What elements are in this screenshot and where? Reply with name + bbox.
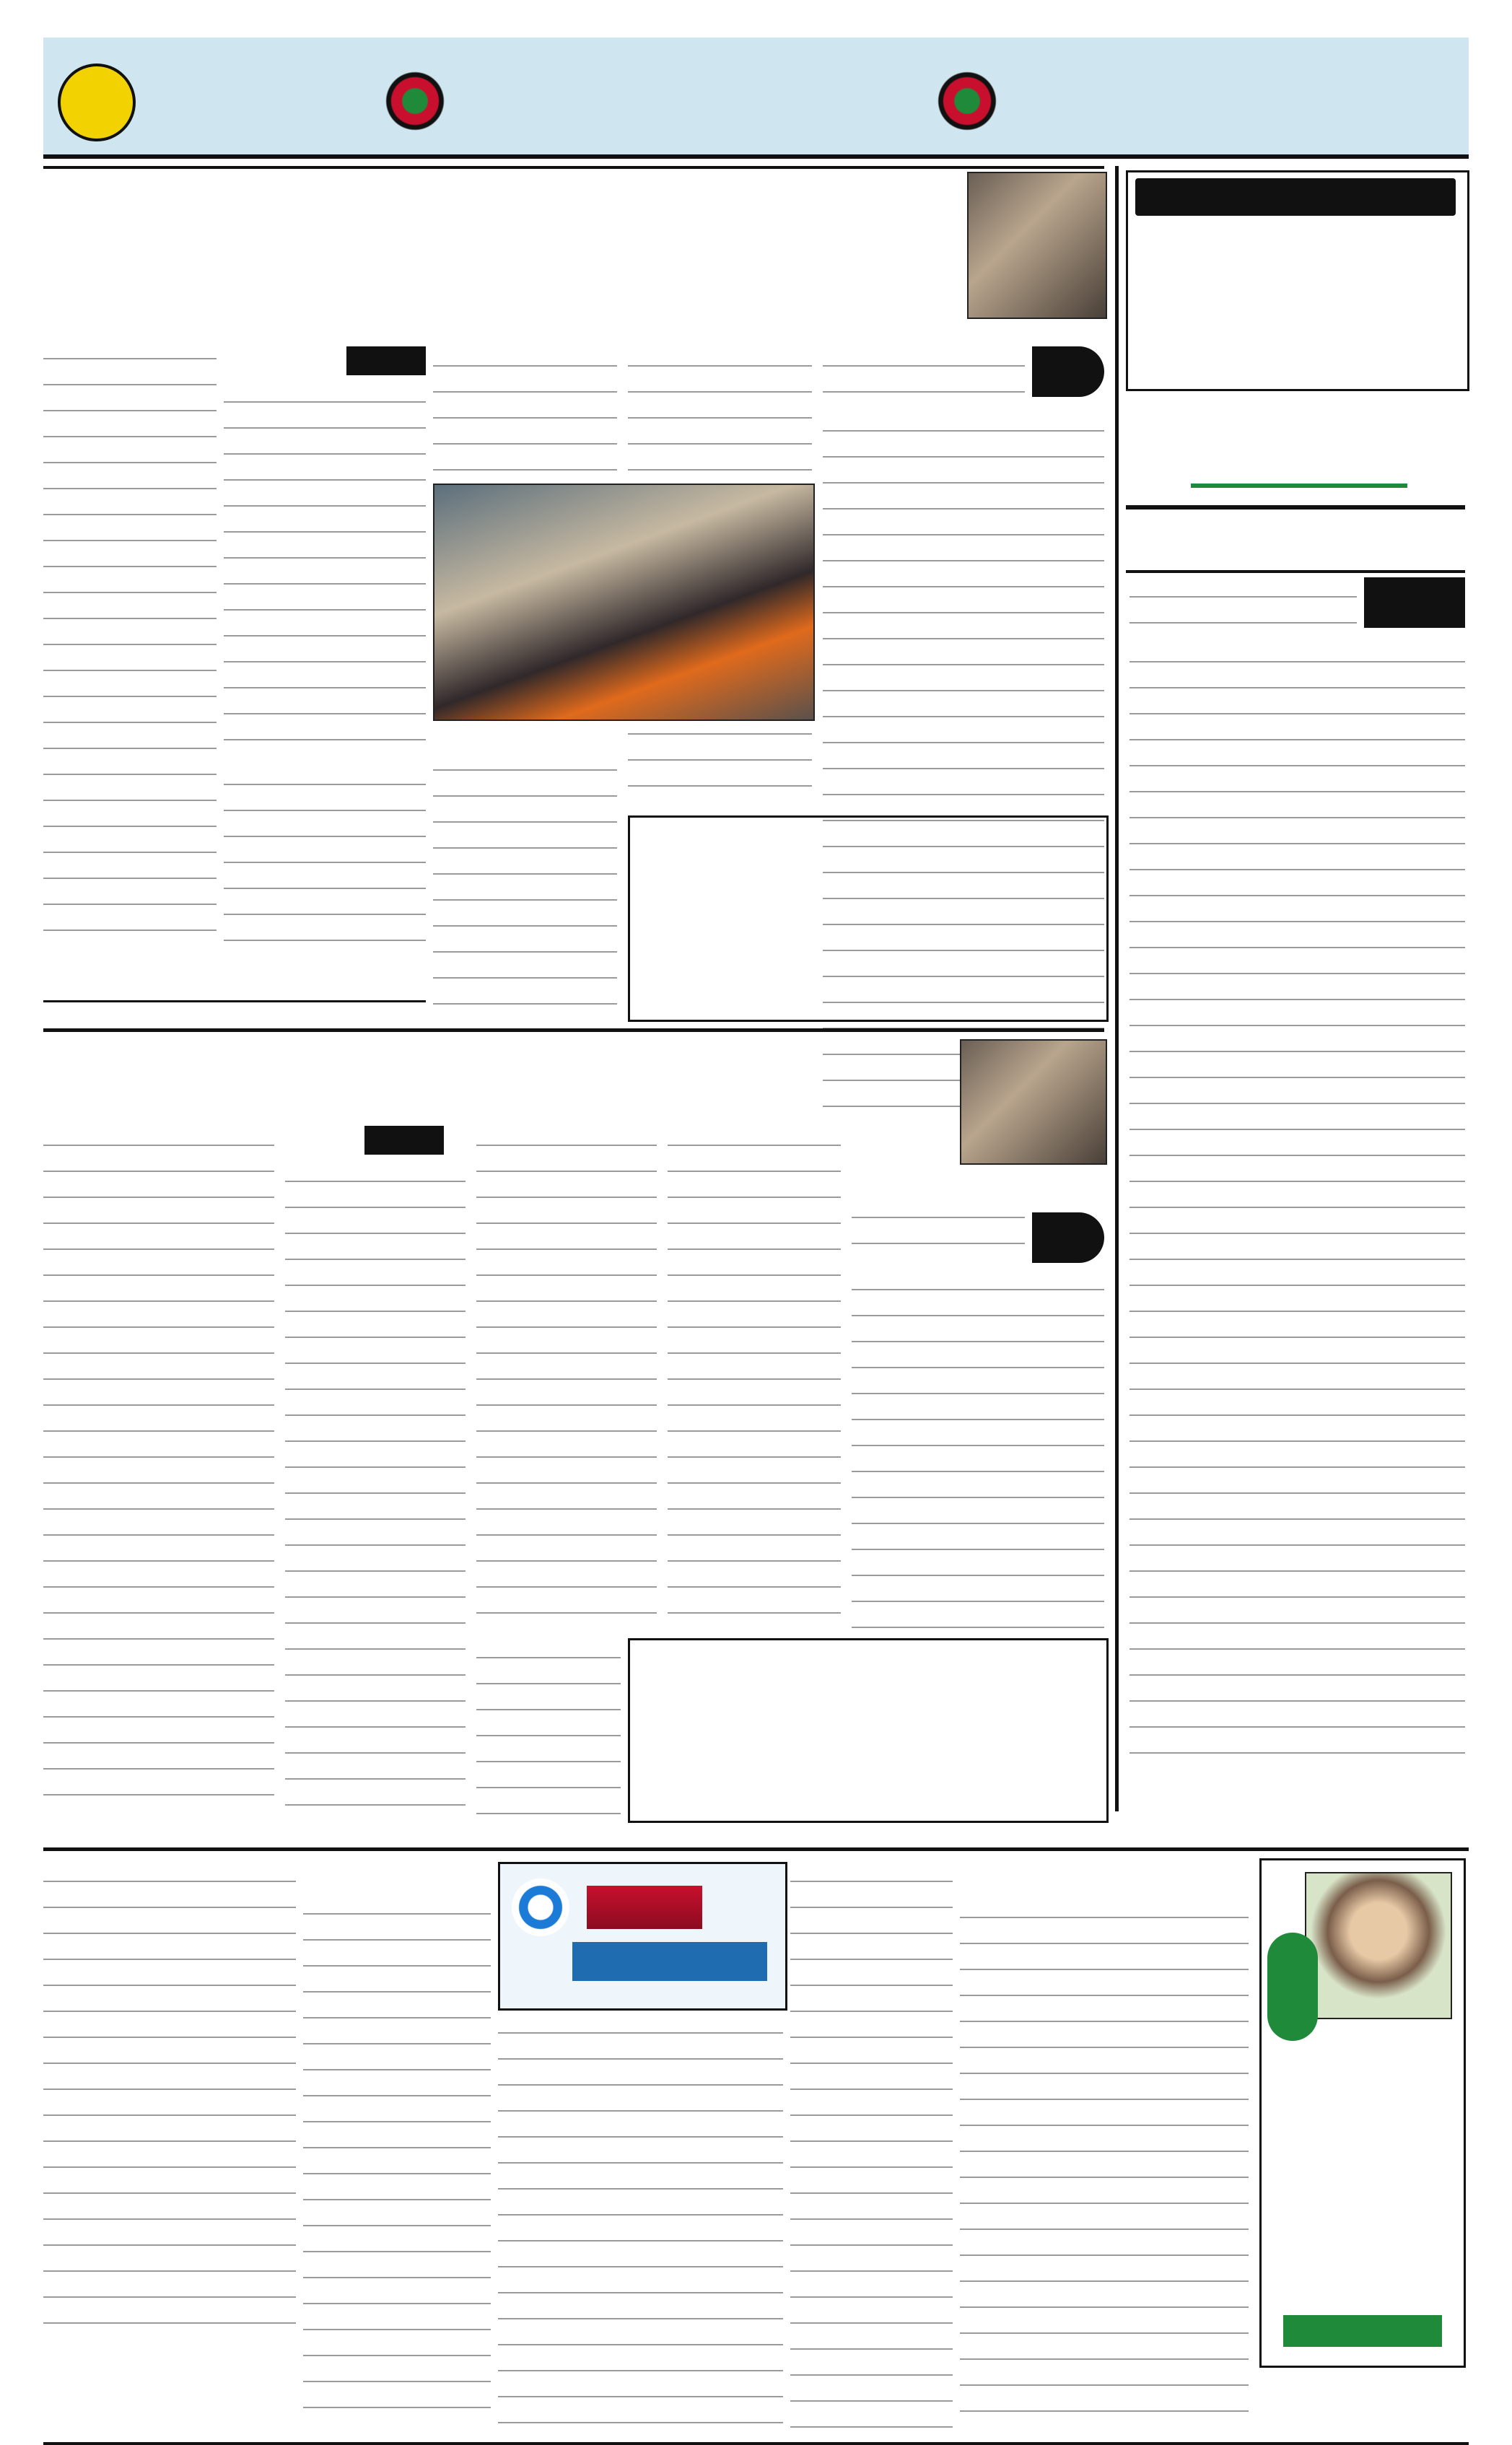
article2-col2 bbox=[668, 1126, 841, 1631]
mailbox-icon bbox=[587, 1886, 702, 1929]
article2-kicker-wrap bbox=[285, 1126, 466, 1155]
article1-kicker-wrap bbox=[224, 346, 426, 375]
bottom-col1-body bbox=[960, 1898, 1249, 2432]
article1-col4 bbox=[224, 382, 426, 758]
bottom-top-rule bbox=[43, 1847, 1469, 1851]
bottom-col4-body bbox=[43, 1862, 296, 2338]
article2-pull-quote-box bbox=[628, 1638, 1109, 1823]
article2-tag bbox=[1032, 1212, 1104, 1263]
article1-author-photo bbox=[967, 172, 1107, 319]
article2-col4 bbox=[285, 1162, 466, 1811]
article2-col5 bbox=[43, 1126, 274, 1811]
globe-icon bbox=[512, 1878, 569, 1936]
article1-col3 bbox=[433, 346, 617, 476]
article2-col3 bbox=[476, 1126, 657, 1631]
sidebar-divider bbox=[1115, 166, 1119, 1811]
article1-pull-quote-box bbox=[628, 815, 1109, 1022]
article1-top-rule bbox=[43, 166, 1104, 169]
article2-kicker bbox=[364, 1126, 444, 1155]
article1-col2-cont bbox=[628, 714, 812, 808]
sidebar-logo bbox=[1126, 397, 1469, 534]
article2-col1 bbox=[852, 1270, 1104, 1631]
footer-top-rule bbox=[43, 2442, 1469, 2445]
article1-photo bbox=[433, 484, 815, 721]
article2-col1-lead bbox=[852, 1198, 1025, 1263]
article2-author-photo bbox=[960, 1039, 1107, 1165]
masthead-rule bbox=[43, 154, 1469, 159]
sidebar-rule-2 bbox=[1126, 570, 1465, 573]
article1-email[interactable] bbox=[43, 1000, 426, 1007]
article1-tag bbox=[1032, 346, 1104, 397]
article1-kicker bbox=[346, 346, 426, 375]
article1-col4-cont bbox=[224, 765, 426, 945]
bottom-col1-body-2 bbox=[790, 1862, 953, 2432]
article1-col1-lead bbox=[823, 346, 1025, 404]
emblem-left bbox=[372, 58, 458, 144]
quotes-box bbox=[1126, 170, 1469, 391]
article1-col3-cont bbox=[433, 751, 617, 1025]
article1-col5 bbox=[43, 339, 217, 945]
sidebar-column-body bbox=[1129, 642, 1465, 1768]
poet-name bbox=[1283, 2315, 1442, 2347]
page-number bbox=[58, 64, 136, 141]
bottom-col3-body bbox=[303, 1894, 491, 2432]
article2-col3-cont bbox=[476, 1638, 621, 1819]
letters-title bbox=[572, 1942, 767, 1981]
sidebar-rule bbox=[1126, 505, 1465, 509]
sidebar-logo-text bbox=[1191, 397, 1407, 488]
emblem-right bbox=[924, 58, 1010, 144]
poet-photo bbox=[1305, 1872, 1452, 2019]
bottom-col2-body bbox=[498, 2013, 783, 2432]
poem-box bbox=[1259, 1858, 1466, 2368]
letters-banner bbox=[498, 1862, 787, 2011]
article2-top-rule bbox=[43, 1028, 1104, 1032]
quotes-title bbox=[1135, 178, 1456, 216]
sidebar-tag bbox=[1364, 577, 1465, 628]
sidebar-body-lead bbox=[1129, 577, 1357, 635]
poem-tag bbox=[1267, 1933, 1318, 2041]
masthead-logo bbox=[144, 43, 361, 152]
